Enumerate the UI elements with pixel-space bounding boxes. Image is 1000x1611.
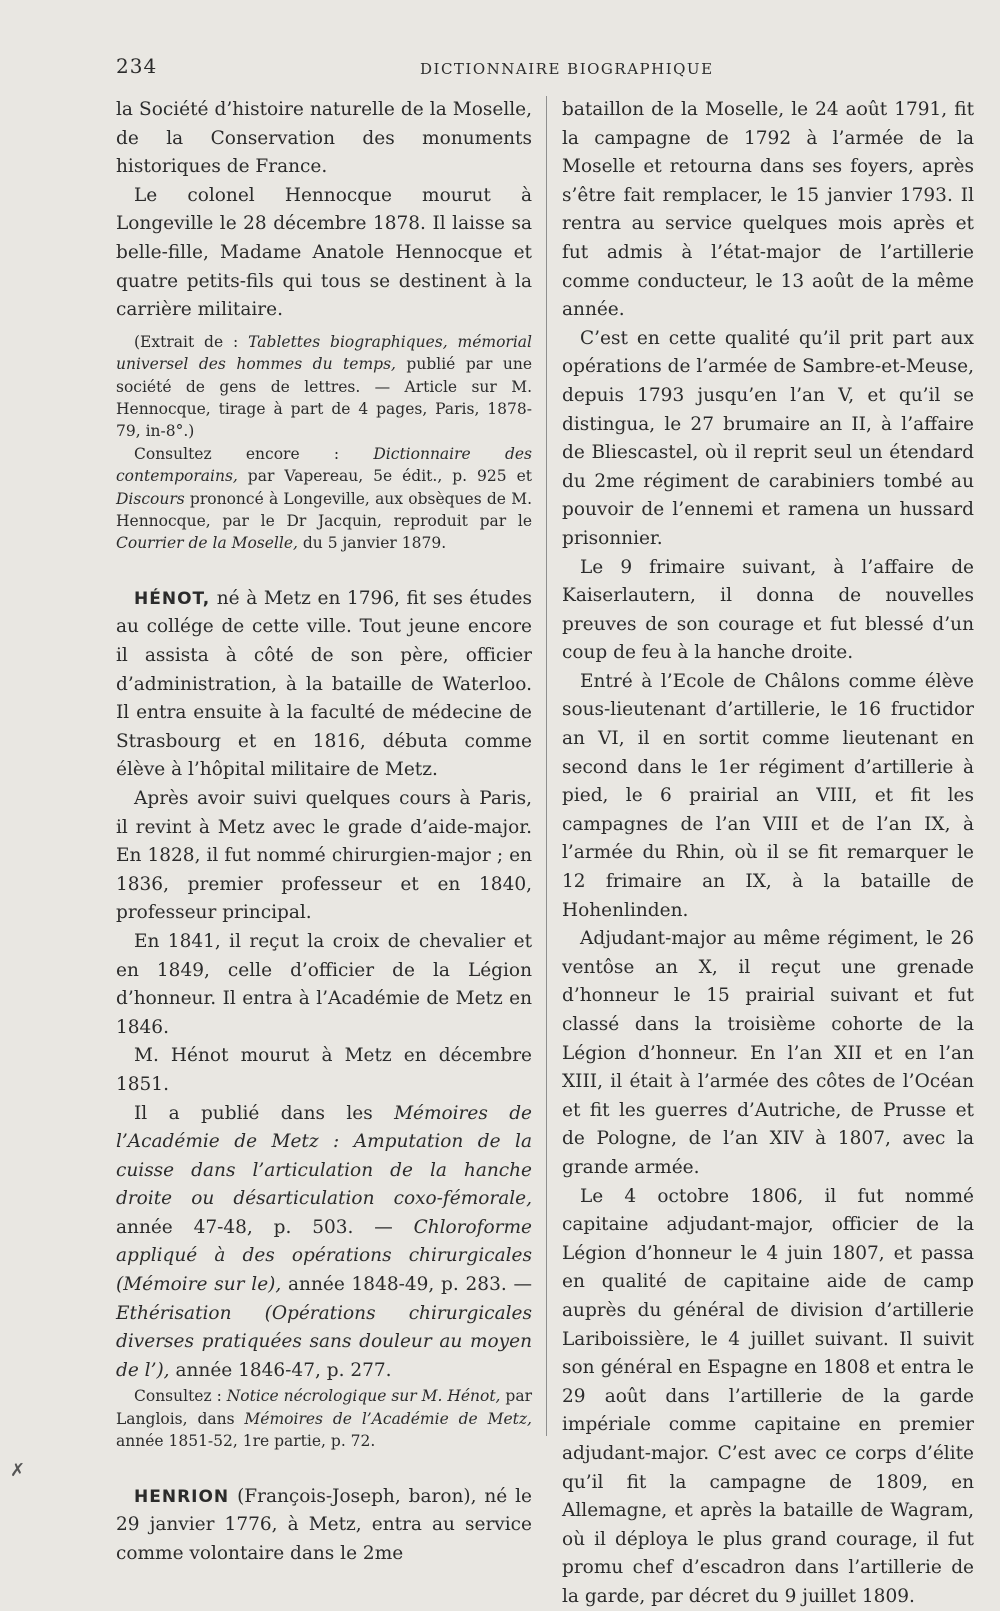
paragraph: Le 4 octobre 1806, il fut nommé capitaine adjudant-major, officier de la Légion d’honneur le 4 juin 1807, et passa en qualité de capitaine aide de camp auprès du général de division d’artillerie Lariboissière, le 4 juillet suivant. Il suivit son général en Espagne en 1808 et entra le 29 août dans l’artillerie de la garde impériale comme capitaine en premier adjudant-major. C’est avec ce corps d’élite qu’il fit la campagne de 1809, en Allemagne, et après la bataille de Wagram, où il déploya le plus grand courage, il fut promu chef d’escadron dans l’artillerie de la garde, par décret du 9 juillet 1809.	[562, 1185, 974, 1607]
paragraph: Adjudant-major au même régiment, le 26 ventôse an X, il reçut une grenade d’honneur le 15 prairial suivant et fut classé dans la troisième cohorte de la Légion d’honneur. En l’an XII et en l’an XIII, il était à l’armée des côtes de l’Océan et fit les guerres d’Autriche, de Prusse et de Pologne, de l’an XIV à 1807, avec la grande armée.	[562, 928, 974, 1178]
column-divider	[546, 96, 547, 1436]
paragraph: bataillon de la Moselle, le 24 août 1791, fit la campagne de 1792 à l’armée de la Moselle et retourna dans ses foyers, après s’être fait remplacer, le 15 janvier 1793. Il rentra au service quelques mois après et fut admis à l’état-major de l’artillerie comme conducteur, le 13 août de la même année.	[562, 99, 974, 321]
left-column	[116, 96, 532, 1568]
paragraph: Après avoir suivi quelques cours à Paris, il revint à Metz avec le grade d’aide-major. En 1828, il fut nommé chirurgien-major ; en 1836, premier professeur et en 1840, professeur principal.	[116, 787, 532, 924]
entry-henrion: HENRION (François-Joseph, baron), né le 29 janvier 1776, à Metz, entra au service comme volontaire dans le 2me	[116, 1485, 532, 1564]
paragraph: Le colonel Hennocque mourut à Longeville le 28 décembre 1878. Il laisse sa belle-fille, Madame Anatole Hennocque et quatre petits-fils qui tous se destinent à la carrière militaire.	[116, 184, 532, 321]
entry-name: HÉNOT,	[134, 588, 211, 609]
citation-note: Consultez : Notice nécrologique sur M. Hénot, par Langlois, dans Mémoires de l’Académie de Metz, année 1851-52, 1re partie, p. 72.	[116, 1387, 532, 1451]
paragraph: M. Hénot mourut à Metz en décembre 1851.	[116, 1045, 532, 1095]
paragraph: C’est en cette qualité qu’il prit part aux opérations de l’armée de Sambre-et-Meuse, depuis 1793 jusqu’en l’an V, et qu’il se distingua, le 27 brumaire an II, à l’affaire de Bliescastel, où il reprit seul un étendard du 2me régiment de carabiniers tombé au pouvoir de l’ennemi et ramena un hussard prisonnier.	[562, 327, 974, 549]
citation-note: Consultez encore : Dictionnaire des contemporains, par Vapereau, 5e édit., p. 925 et Discours prononcé à Longeville, aux obsèques de M. Hennocque, par le Dr Jacquin, reproduit par le Courrier de la Moselle, du 5 janvier 1879.	[116, 444, 533, 553]
paragraph: En 1841, il reçut la croix de chevalier et en 1849, celle d’officier de la Légion d’honneur. Il entra à l’Académie de Metz en 1846.	[116, 930, 532, 1038]
citation-note: (Extrait de : Tablettes biographiques, mémorial universel des hommes du temps, publié par une société de gens de lettres. — Article sur M. Hennocque, tirage à part de 4 pages, Paris, 1878-79, in-8°.)	[116, 332, 533, 441]
paragraph: la Société d’histoire naturelle de la Moselle, de la Conservation des monuments historiques de France.	[116, 99, 532, 178]
paragraph: Le 9 frimaire suivant, à l’affaire de Kaiserlautern, il donna de nouvelles preuves de son courage et fut blessé d’un coup de feu à la hanche droite.	[562, 556, 974, 664]
entry-henot: HÉNOT, né à Metz en 1796, fit ses études au collége de cette ville. Tout jeune encore il assista à côté de son père, officier d’administration, à la bataille de Waterloo. Il entra ensuite à la faculté de médecine de Strasbourg et en 1816, débuta comme élève à l’hôpital militaire de Metz.	[116, 587, 532, 781]
paragraph: Entré à l’Ecole de Châlons comme élève sous-lieutenant d’artillerie, le 16 fructidor an VI, il en sortit comme lieutenant en second dans le 1er régiment d’artillerie à pied, le 6 prairial an VIII, et fit les campagnes de l’an VIII et de l’an IX, à l’armée du Rhin, où il se fit remarquer le 12 frimaire an IX, à la bataille de Hohenlinden.	[562, 670, 974, 921]
right-column	[562, 96, 974, 1611]
entry-name: HENRION	[134, 1486, 230, 1507]
page-number: 234	[116, 54, 158, 78]
running-head: DICTIONNAIRE BIOGRAPHIQUE	[420, 60, 714, 78]
publications-paragraph: Il a publié dans les Mémoires de l’Académie de Metz : Amputation de la cuisse dans l’articulation de la hanche droite ou désarticulation coxo-fémorale, année 47-48, p. 503. — Chloroforme appliqué à des opérations chirurgicales (Mémoire sur le), année 1848-49, p. 283. — Ethérisation (Opérations chirurgicales diverses pratiquées sans douleur au moyen de l’), année 1846-47, p. 277.	[116, 1102, 532, 1381]
margin-mark: ✗	[10, 1460, 26, 1481]
